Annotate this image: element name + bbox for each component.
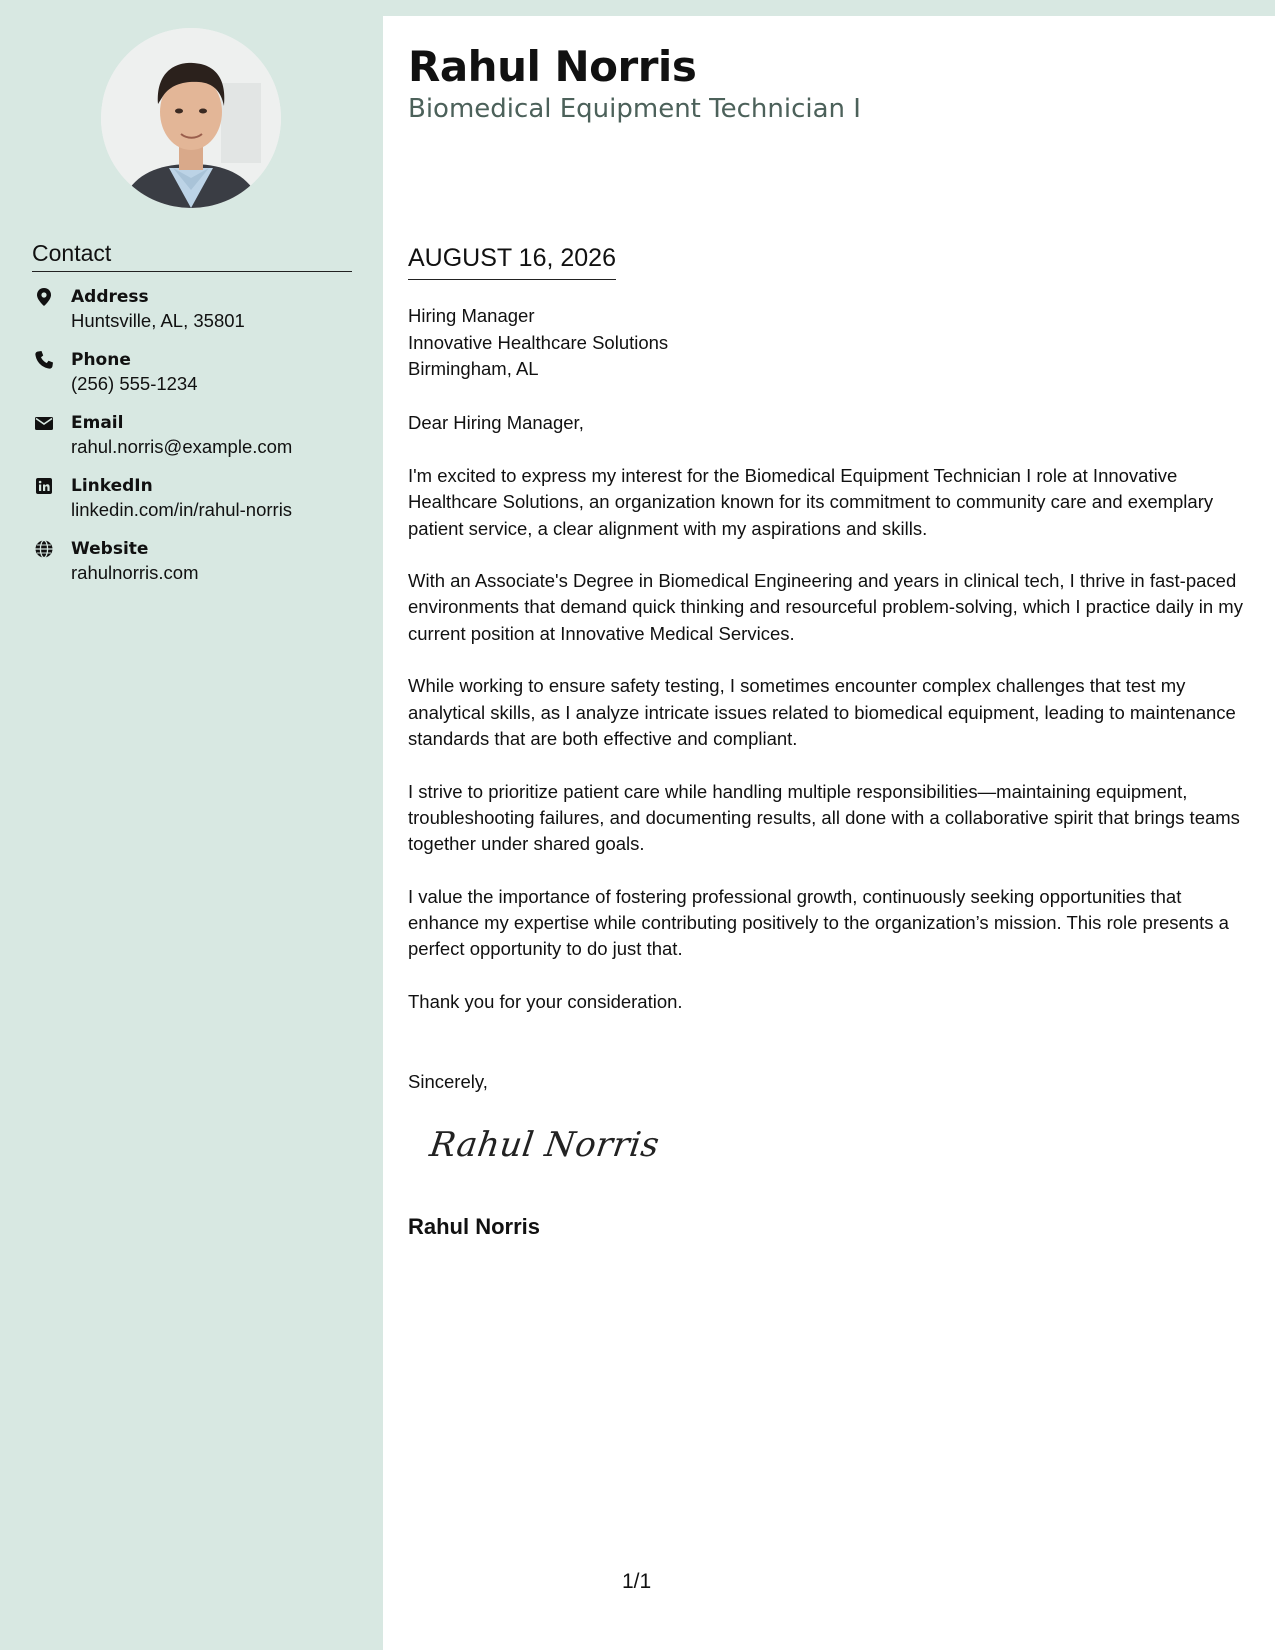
handwritten-signature: Rahul Norris [427, 1125, 662, 1165]
contact-label: Address [71, 287, 149, 307]
contact-label: Phone [71, 350, 131, 370]
page-number: 1/1 [622, 1570, 652, 1593]
avatar [101, 28, 281, 208]
body-paragraph: I'm excited to express my interest for the Biomedical Equipment Technician I role at Innovative Healthcare Solutions, an organization known for its commitment to community care and exemplary patient service, a clear alignment with my aspirations and skills. [408, 465, 1214, 539]
letter-date: AUGUST 16, 2026 [408, 244, 616, 280]
contact-item-website [32, 537, 362, 600]
contact-label: Website [71, 539, 149, 559]
sidebar [0, 0, 383, 1650]
contact-label: Email [71, 413, 124, 433]
signer-name: Rahul Norris [408, 1214, 541, 1239]
applicant-name: Rahul Norris [408, 42, 697, 91]
salutation: Dear Hiring Manager, [408, 412, 584, 433]
contact-item-address [32, 285, 362, 348]
contact-heading: Contact [32, 240, 352, 272]
phone-value: (256) 555-1234 [71, 373, 198, 394]
phone-icon [34, 350, 54, 370]
contact-item-phone [32, 348, 362, 411]
recipient-line: Birmingham, AL [408, 358, 539, 379]
email-value[interactable]: rahul.norris@example.com [71, 436, 293, 457]
letter-body [408, 463, 1253, 1042]
profile-photo [101, 28, 281, 208]
body-paragraph: I strive to prioritize patient care while handling multiple responsibilities—maintaining equipment, troubleshooting failures, and documenting results, all done with a collaborative spirit that brings teams together under shared goals. [408, 780, 1240, 855]
contact-item-email [32, 411, 362, 474]
website-value[interactable]: rahulnorris.com [71, 562, 199, 583]
body-paragraph: Thank you for your consideration. [408, 990, 683, 1012]
contact-label: LinkedIn [71, 476, 153, 496]
job-title: Biomedical Equipment Technician I [408, 94, 861, 124]
body-paragraph: I value the importance of fostering professional growth, continuously seeking opportunities that enhance my expertise while contributing positively to the organization’s mission. This role presents a perfect opportunity to do just that. [408, 885, 1229, 960]
contact-item-linkedin [32, 474, 362, 537]
contact-list [32, 285, 362, 600]
recipient-line: Hiring Manager [408, 305, 535, 326]
recipient-line: Innovative Healthcare Solutions [408, 331, 669, 353]
body-paragraph: With an Associate's Degree in Biomedical Engineering and years in clinical tech, I thrive in fast-paced environments that demand quick thinking and resourceful problem-solving, which I practice daily in my current position at Innovative Medical Services. [408, 570, 1243, 644]
envelope-icon [34, 413, 54, 433]
linkedin-value[interactable]: linkedin.com/in/rahul-norris [71, 499, 293, 520]
body-paragraph: While working to ensure safety testing, I sometimes encounter complex challenges that test my analytical skills, as I analyze intricate issues related to biomedical equipment, leading to maintenance standards that are both effective and compliant. [408, 675, 1236, 749]
address-value: Huntsville, AL, 35801 [71, 310, 245, 331]
closing: Sincerely, [408, 1071, 488, 1092]
recipient-block [408, 303, 1253, 383]
globe-icon [34, 539, 54, 559]
linkedin-icon [34, 476, 54, 496]
map-pin-icon [34, 287, 54, 307]
